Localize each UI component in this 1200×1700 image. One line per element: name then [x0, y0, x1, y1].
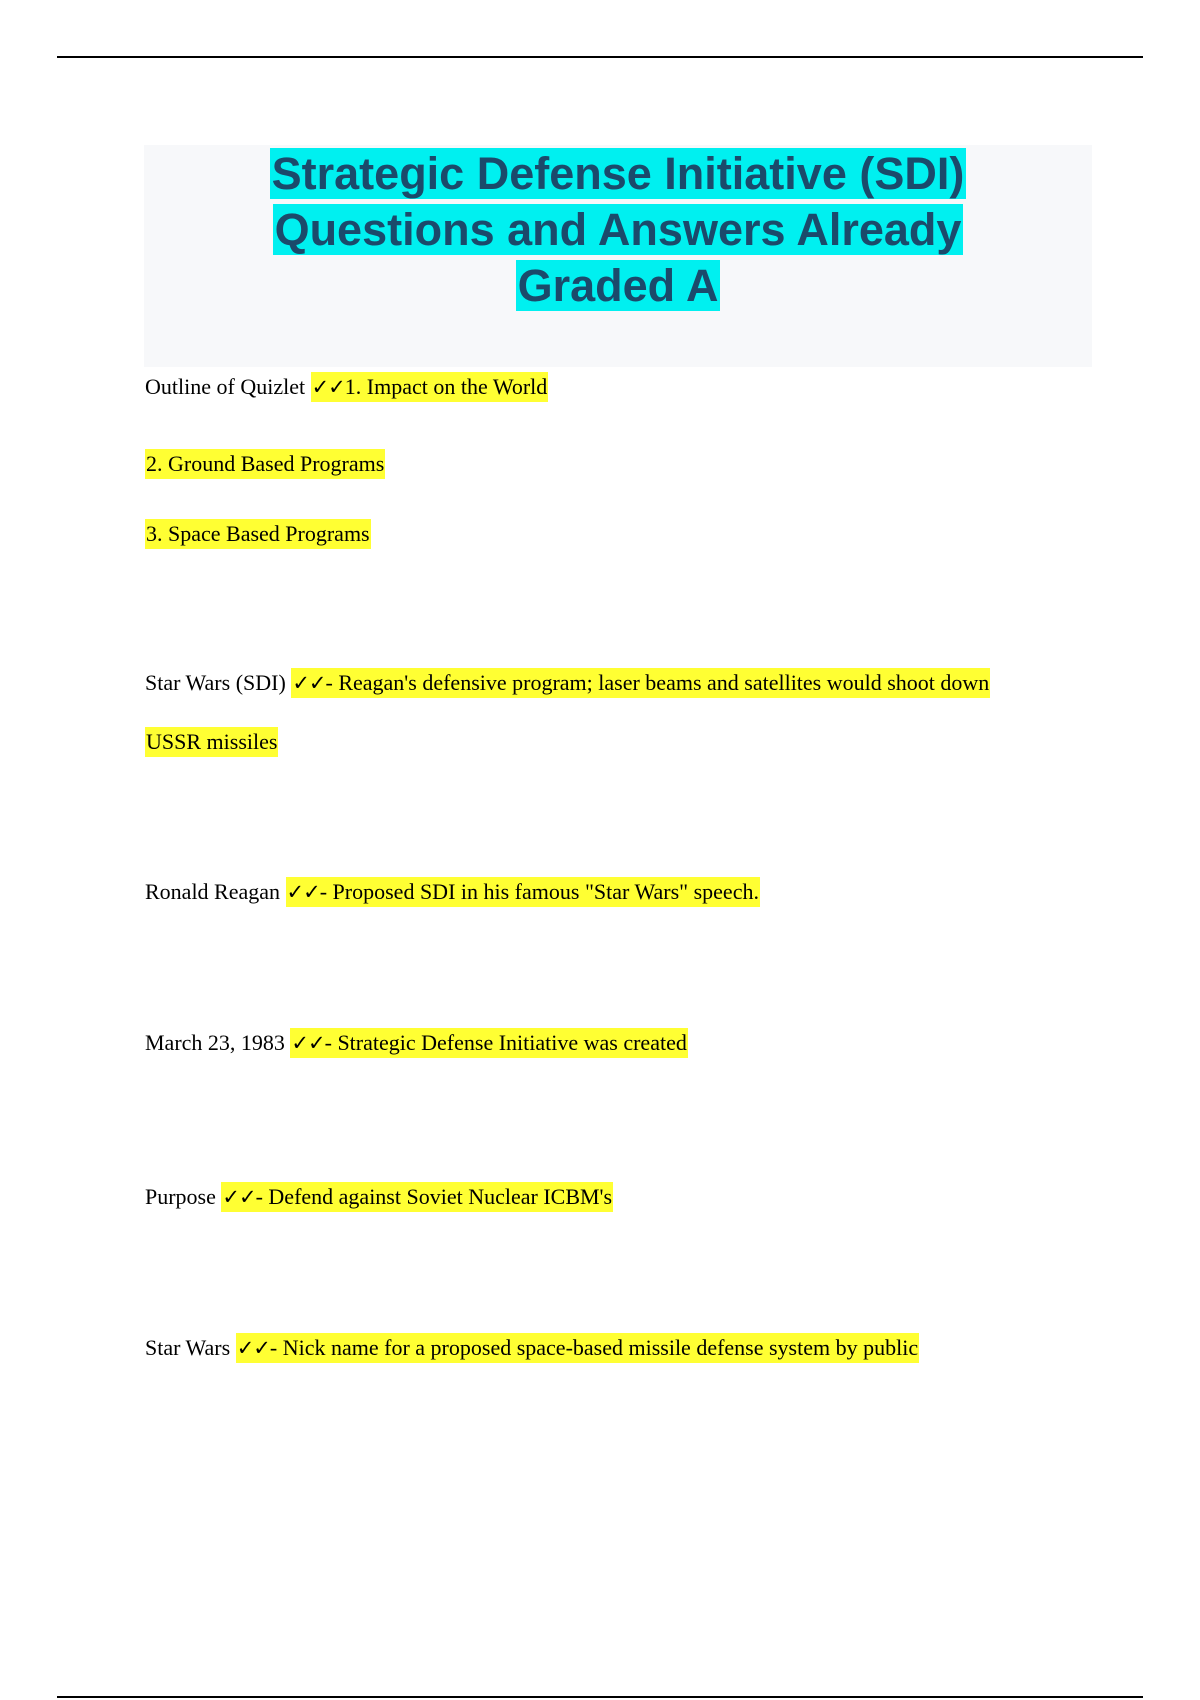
double-check-icon: ✓✓ [236, 1336, 270, 1360]
entry-term: Star Wars [145, 1335, 236, 1360]
entry-answer-highlight [286, 877, 760, 907]
entry-answer-highlight [311, 372, 549, 402]
double-check-icon: ✓✓ [291, 1031, 325, 1055]
entry-march-1983 [145, 1028, 688, 1058]
entry-answer-highlight [290, 1028, 687, 1058]
entry-answer: - Reagan's defensive program; laser beams and satellites would shoot down [325, 670, 990, 695]
title-line-2: Questions and Answers Already [274, 204, 962, 255]
entry-answer: - Proposed SDI in his famous "Star Wars" speech. [319, 879, 759, 904]
double-check-icon: ✓✓ [311, 375, 345, 399]
entry-answer: 3. Space Based Programs [145, 519, 371, 549]
document-title [144, 146, 1092, 314]
outline-item-3 [145, 519, 371, 548]
footer-rule [57, 1696, 1143, 1698]
entry-answer: 2. Ground Based Programs [145, 449, 385, 479]
double-check-icon: ✓✓ [292, 671, 326, 695]
entry-term: Ronald Reagan [145, 879, 286, 904]
entry-purpose [145, 1182, 613, 1212]
title-line-1: Strategic Defense Initiative (SDI) [271, 148, 965, 199]
entry-ronald-reagan [145, 877, 760, 907]
entry-outline [145, 372, 548, 402]
outline-item-2 [145, 449, 385, 478]
entry-term: Star Wars (SDI) [145, 670, 292, 695]
entry-answer-highlight [236, 1333, 919, 1363]
double-check-icon: ✓✓ [222, 1185, 256, 1209]
entry-answer: - Nick name for a proposed space-based missile defense system by public [269, 1335, 919, 1360]
entry-answer: - Defend against Soviet Nuclear ICBM's [255, 1184, 613, 1209]
entry-answer: 1. Impact on the World [344, 374, 548, 399]
entry-star-wars [145, 1333, 919, 1363]
header-rule [57, 56, 1143, 58]
entry-answer: - Strategic Defense Initiative was created [324, 1030, 687, 1055]
double-check-icon: ✓✓ [286, 880, 320, 904]
entry-answer-highlight [221, 1182, 613, 1212]
entry-star-wars-sdi-cont [145, 727, 278, 756]
entry-answer-highlight [291, 668, 990, 698]
entry-star-wars-sdi [145, 668, 990, 698]
title-line-3: Graded A [517, 260, 719, 311]
entry-term: Outline of Quizlet [145, 374, 311, 399]
entry-term: March 23, 1983 [145, 1030, 291, 1055]
entry-answer-continued: USSR missiles [145, 727, 278, 757]
entry-term: Purpose [145, 1184, 222, 1209]
